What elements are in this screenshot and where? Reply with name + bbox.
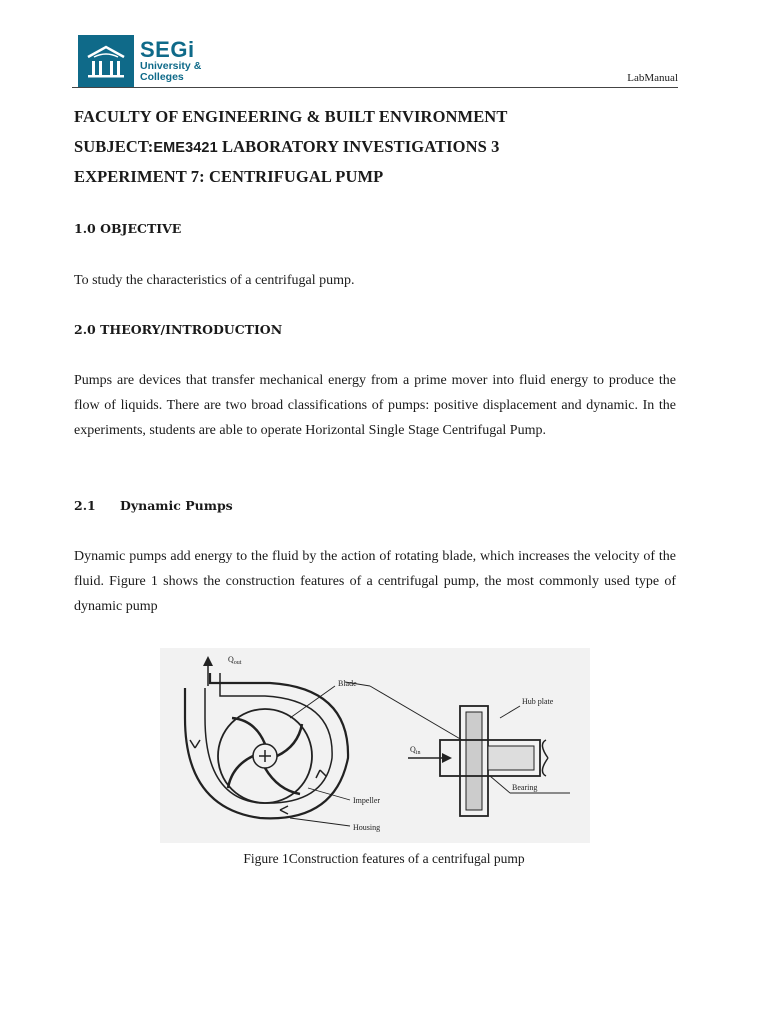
hub-plate-label: Hub plate xyxy=(522,697,554,706)
building-icon xyxy=(78,35,134,87)
theory-text: Pumps are devices that transfer mechanical energy from a prime mover into fluid energy to produce the flow of liquids. There are two broad classifications of pumps: positive displacement and dynamic. In the experiments, students are able to operate Horizontal Single Stage Centrifugal Pump. xyxy=(74,373,676,438)
blade-label: Blade xyxy=(338,679,357,688)
subject-title xyxy=(74,137,499,157)
logo-line2: Colleges xyxy=(140,71,184,83)
subject-prefix: SUBJECT: xyxy=(74,137,154,156)
objective-heading: 1.0 OBJECTIVE xyxy=(74,221,182,236)
theory-heading: 2.0 THEORY/INTRODUCTION xyxy=(74,322,283,337)
dynamic-pumps-title: Dynamic Pumps xyxy=(120,498,233,513)
logo-brand: SEGi xyxy=(140,37,195,62)
manual-label: LabManual xyxy=(627,72,678,84)
header-divider xyxy=(72,87,678,88)
dynamic-pumps-text: Dynamic pumps add energy to the fluid by the action of rotating blade, which increases the velocity of the fluid. Figure 1 shows the construction features of a centrifugal pump, the most commonly used type of dynamic pump xyxy=(74,549,676,614)
dynamic-pumps-number: 2.1 xyxy=(74,498,96,513)
subject-code: EME3421 xyxy=(153,140,218,156)
logo-wordmark xyxy=(140,39,201,83)
segi-logo xyxy=(78,35,201,87)
housing-label: Housing xyxy=(353,823,381,832)
q-in-label: $Q_{in}$ xyxy=(410,745,421,756)
figure-caption: Figure 1Construction features of a centrifugal pump xyxy=(243,851,525,866)
dynamic-pumps-heading xyxy=(74,498,233,513)
experiment-title: EXPERIMENT 7: CENTRIFUGAL PUMP xyxy=(74,167,384,186)
logo-line1: University & xyxy=(140,60,202,72)
subject-name: LABORATORY INVESTIGATIONS 3 xyxy=(217,137,500,156)
impeller-label: Impeller xyxy=(353,796,381,805)
centrifugal-pump-figure xyxy=(160,648,590,843)
bearing-label: Bearing xyxy=(512,783,538,792)
q-out-label: $Q_{out}$ xyxy=(228,655,242,666)
objective-text: To study the characteristics of a centrifugal pump. xyxy=(74,273,355,288)
faculty-title: FACULTY OF ENGINEERING & BUILT ENVIRONMENT xyxy=(74,107,508,126)
